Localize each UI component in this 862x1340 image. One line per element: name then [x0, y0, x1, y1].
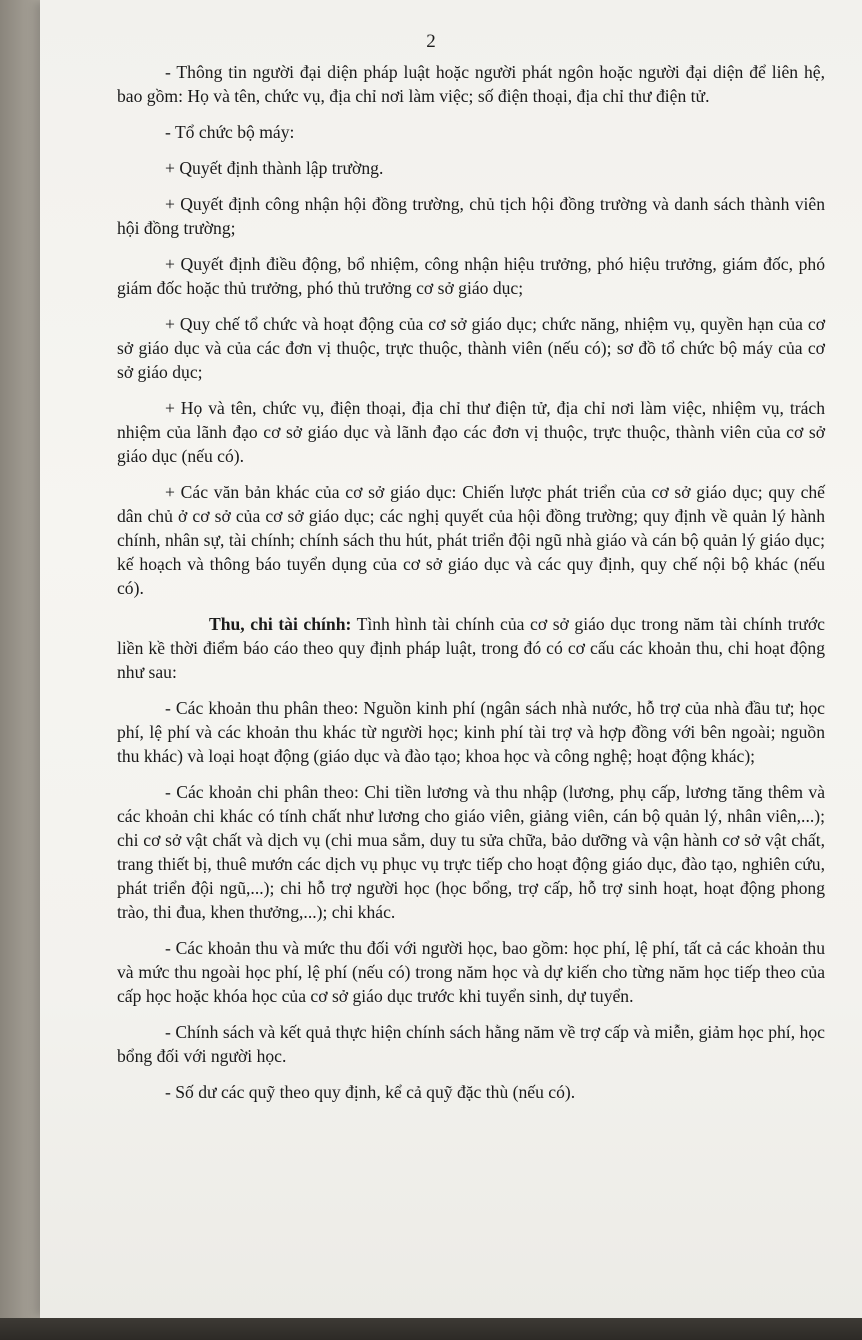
paragraph-fund-balances: - Số dư các quỹ theo quy định, kể cả quỹ đặc thù (nếu có).: [165, 1082, 576, 1102]
finance-text: Tình hình tài chính của cơ sở giáo dục trong năm tài chính trước liền kề thời điểm báo cáo theo quy định pháp luật, trong đó có cơ cấu các khoản thu, chi hoạt động như sau:: [117, 614, 825, 682]
paragraph-regulations: + Quy chế tổ chức và hoạt động của cơ sở giáo dục; chức năng, nhiệm vụ, quyền hạn của cơ sở giáo dục và của các đơn vị thuộc, trực thuộc, thành viên (nếu có); sơ đồ tổ chức bộ máy của cơ sở giáo dục;: [117, 314, 825, 382]
paragraph-revenue-breakdown: - Các khoản thu phân theo: Nguồn kinh phí (ngân sách nhà nước, hỗ trợ của nhà đầu tư; học phí, lệ phí và các khoản thu khác từ người học; kinh phí tài trợ và hợp đồng với bên ngoài; nguồn thu khác) và loại hoạt động (giáo dục và đào tạo; khoa học và công nghệ; hoạt động khác);: [117, 698, 825, 766]
page-number: 2: [426, 31, 436, 52]
paragraph-finance: [117, 612, 825, 684]
paragraph-school-council: + Quyết định công nhận hội đồng trường, chủ tịch hội đồng trường và danh sách thành viên hội đồng trường;: [117, 194, 825, 238]
document-body: [117, 60, 825, 1116]
paragraph-expense-breakdown: - Các khoản chi phân theo: Chi tiền lương và thu nhập (lương, phụ cấp, lương tăng thêm và các khoản chi khác có tính chất như lương cho giáo viên, giảng viên, cán bộ quản lý, nhân viên,...); chi cơ sở vật chất và dịch vụ (chi mua sắm, duy tu sửa chữa, bảo dưỡng và vận hành cơ sở vật chất, trang thiết bị, thuê mướn các dịch vụ phục vụ trực tiếp cho hoạt động giáo dục, đào tạo, nghiên cứu, phát triển đội ngũ,...); chi hỗ trợ người học (học bổng, trợ cấp, hỗ trợ sinh hoạt, hoạt động phong trào, thi đua, khen thưởng,...); chi khác.: [117, 782, 825, 922]
paragraph-appointment-decision: + Quyết định điều động, bổ nhiệm, công nhận hiệu trưởng, phó hiệu trưởng, giám đốc, phó giám đốc hoặc thủ trưởng, phó thủ trưởng cơ sở giáo dục;: [117, 254, 825, 298]
paragraph-establishment-decision: + Quyết định thành lập trường.: [165, 158, 384, 178]
paragraph-student-fees: - Các khoản thu và mức thu đối với người học, bao gồm: học phí, lệ phí, tất cả các khoản thu và mức thu ngoài học phí, lệ phí (nếu có) trong năm học và dự kiến cho từng năm học tiếp theo của cấp học hoặc khóa học của cơ sở giáo dục trước khi tuyển sinh, dự tuyển.: [117, 938, 825, 1006]
paragraph-organization: - Tổ chức bộ máy:: [165, 122, 295, 142]
table-surface: [0, 1318, 862, 1340]
paragraph-other-documents: + Các văn bản khác của cơ sở giáo dục: Chiến lược phát triển của cơ sở giáo dục; quy chế dân chủ ở cơ sở của cơ sở giáo dục; các nghị quyết của hội đồng trường; quy định về quản lý hành chính, nhân sự, tài chính; chính sách thu hút, phát triển đội ngũ nhà giáo và cán bộ quản lý giáo dục; kế hoạch và thông báo tuyển dụng của cơ sở giáo dục và các quy định, quy chế nội bộ khác (nếu có).: [117, 482, 825, 598]
paragraph-leadership-contacts: + Họ và tên, chức vụ, điện thoại, địa chỉ thư điện tử, địa chỉ nơi làm việc, nhiệm vụ, trách nhiệm của lãnh đạo cơ sở giáo dục và lãnh đạo các đơn vị thuộc, trực thuộc, thành viên của cơ sở giáo dục (nếu có).: [117, 398, 825, 466]
finance-heading: Thu, chi tài chính:: [209, 614, 352, 634]
paragraph-tuition-support: - Chính sách và kết quả thực hiện chính sách hằng năm về trợ cấp và miễn, giảm học phí, học bổng đối với người học.: [117, 1022, 825, 1066]
paragraph-contact-info: - Thông tin người đại diện pháp luật hoặc người phát ngôn hoặc người đại diện để liên hệ, bao gồm: Họ và tên, chức vụ, địa chỉ nơi làm việc; số điện thoại, địa chỉ thư điện tử.: [117, 62, 825, 106]
